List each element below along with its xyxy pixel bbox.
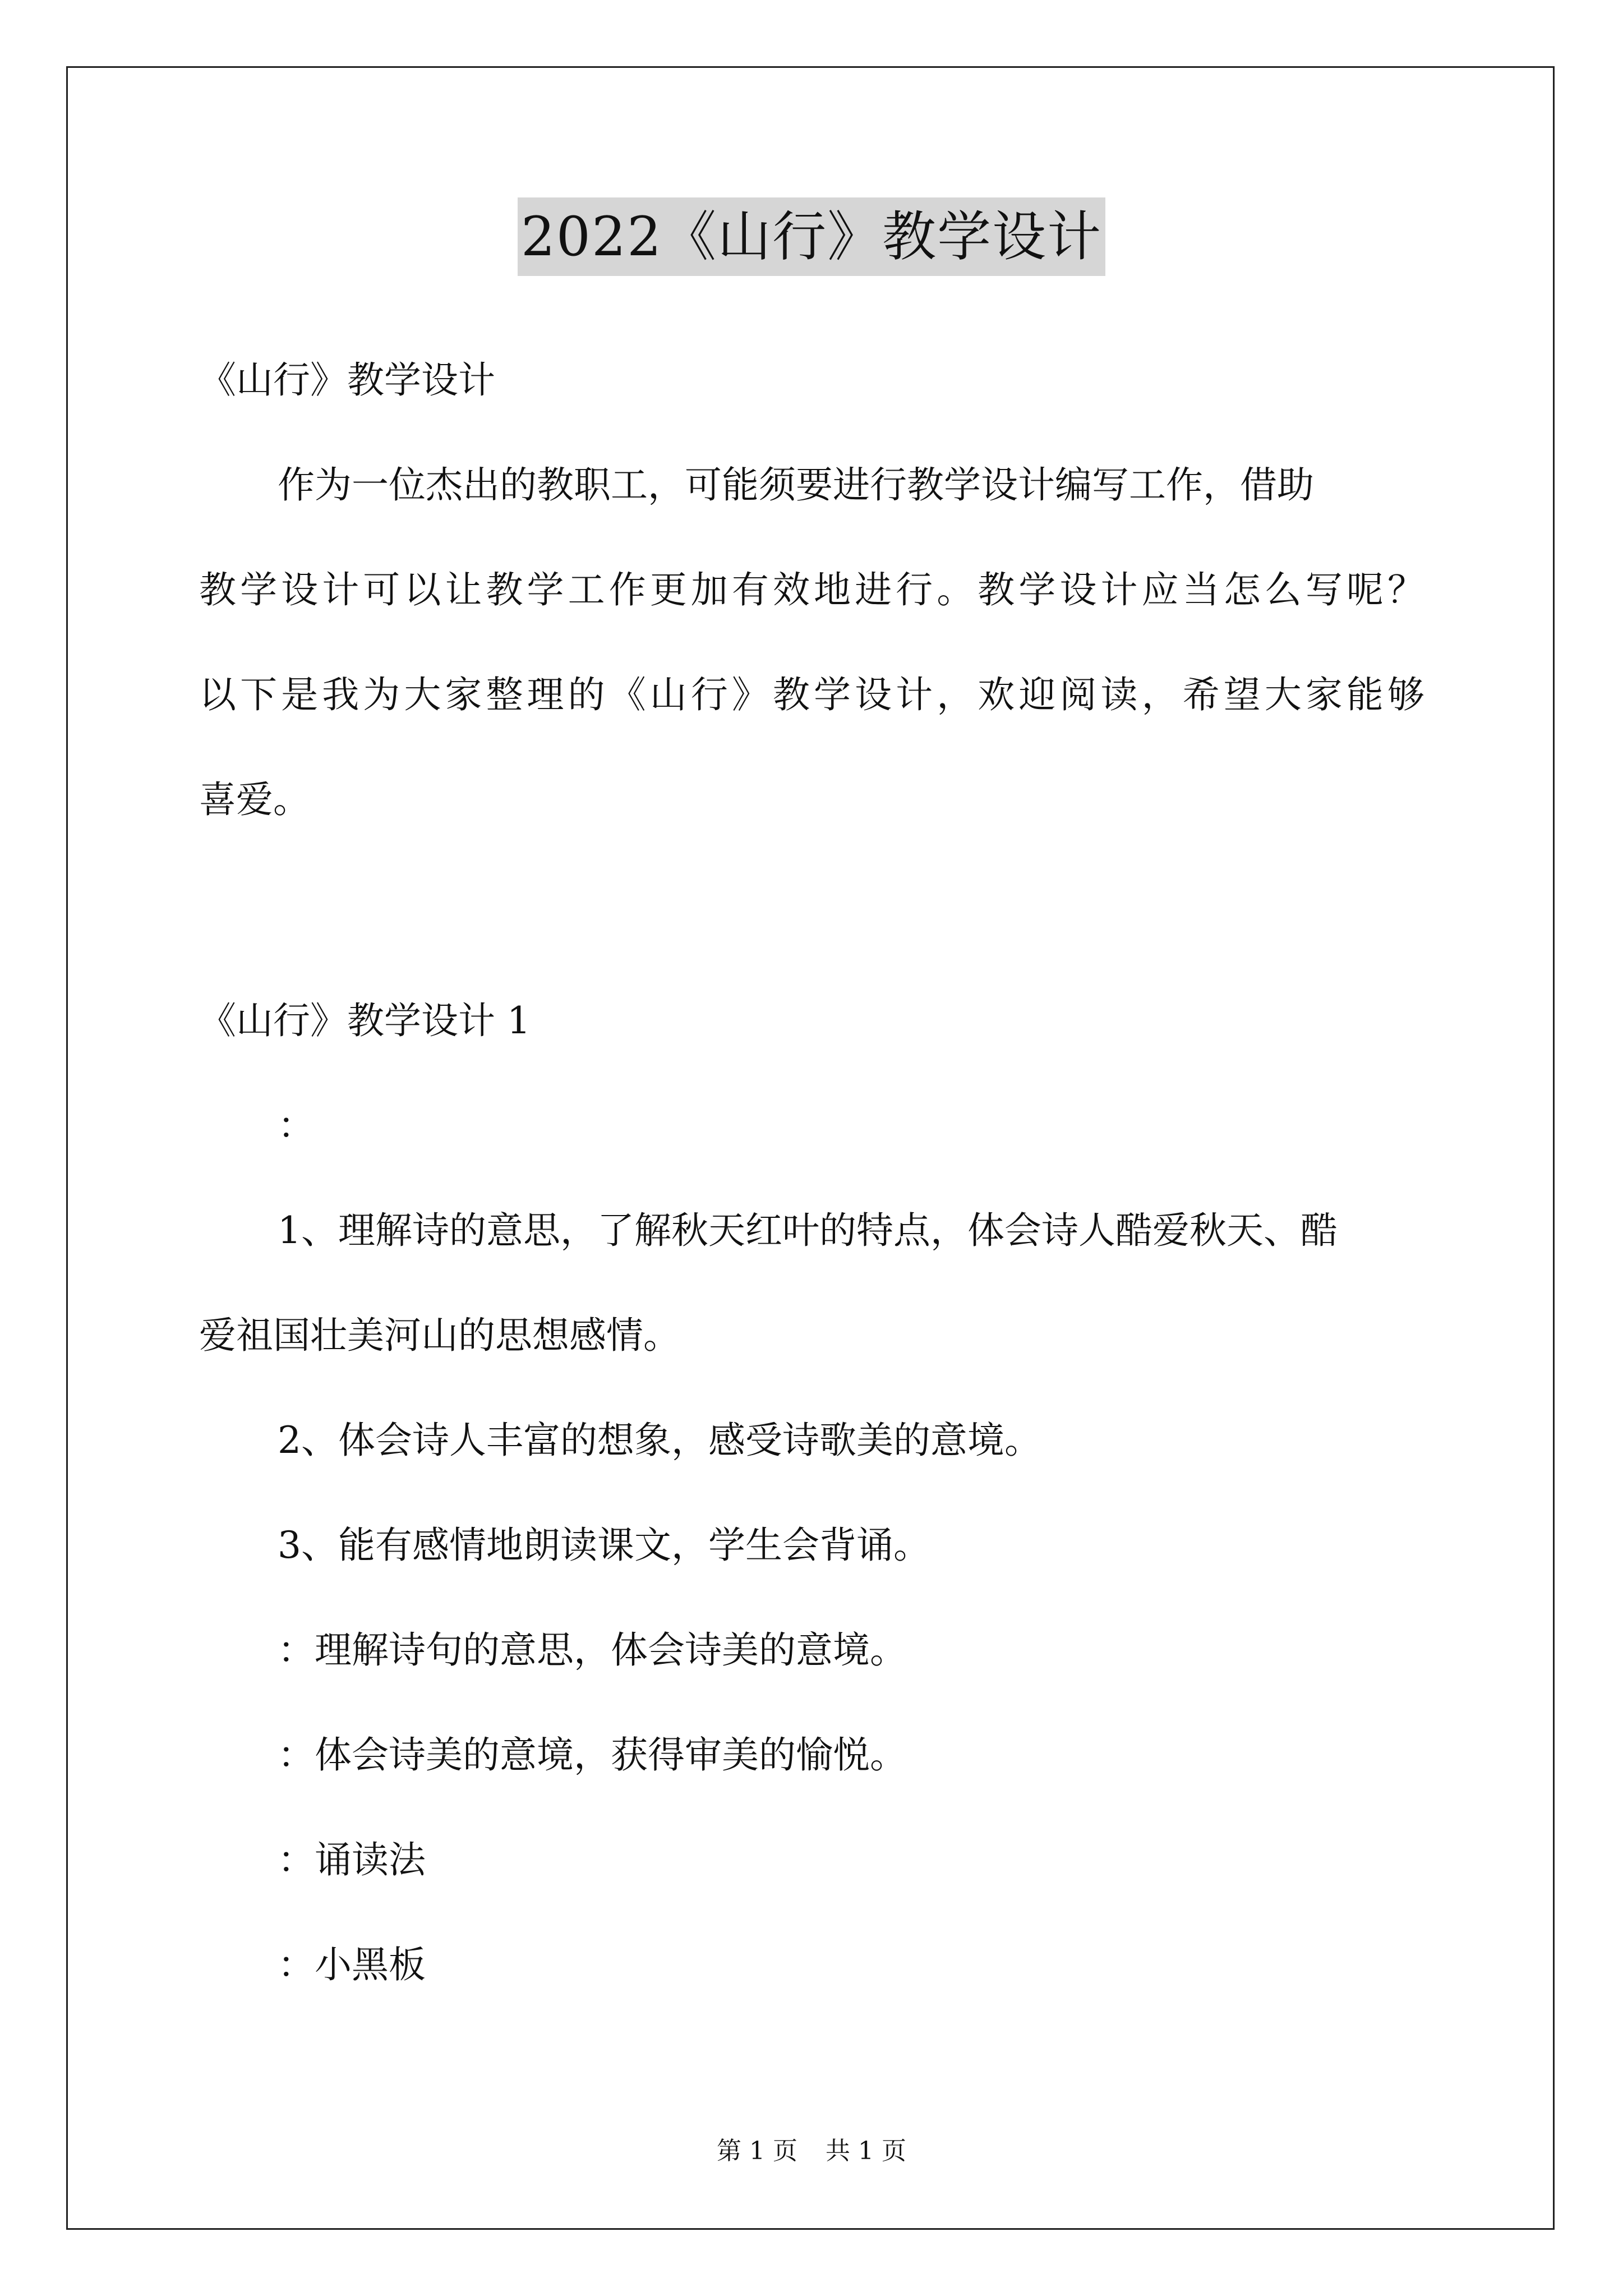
- list-item: ：体会诗美的意境，获得审美的愉悦。: [278, 1733, 907, 1777]
- page-number: 第 1 页: [717, 2137, 797, 2165]
- section-heading: 《山行》教学设计 1: [199, 999, 531, 1042]
- colon-line: ：: [278, 1104, 315, 1147]
- goal-line-1: 1、理解诗的意思，了解秋天红叶的特点，体会诗人酷爱秋天、酷: [278, 1209, 1338, 1252]
- document-title-block: [0, 197, 1623, 276]
- page-footer: [0, 2134, 1623, 2168]
- intro-line-4: 喜爱。: [199, 778, 310, 821]
- goal-line-2: 爱祖国壮美河山的思想感情。: [199, 1314, 680, 1357]
- intro-line-1: 作为一位杰出的教职工，可能须要进行教学设计编写工作，借助: [278, 463, 1314, 507]
- goal-line-4: 3、能有感情地朗读课文，学生会背诵。: [278, 1524, 930, 1567]
- list-item: ：小黑板: [278, 1943, 426, 1986]
- document-title: 2022《山行》教学设计: [518, 197, 1105, 276]
- intro-line-2: 教学设计可以让教学工作更加有效地进行。教学设计应当怎么写呢？: [199, 568, 1424, 611]
- subtitle: 《山行》教学设计: [199, 358, 495, 402]
- goal-line-3: 2、体会诗人丰富的想象，感受诗歌美的意境。: [278, 1419, 1041, 1462]
- list-item: ：理解诗句的意思，体会诗美的意境。: [278, 1628, 907, 1672]
- list-item: ：诵读法: [278, 1838, 426, 1881]
- intro-line-3: 以下是我为大家整理的《山行》教学设计，欢迎阅读，希望大家能够: [199, 673, 1424, 716]
- page-total: 共 1 页: [826, 2137, 906, 2165]
